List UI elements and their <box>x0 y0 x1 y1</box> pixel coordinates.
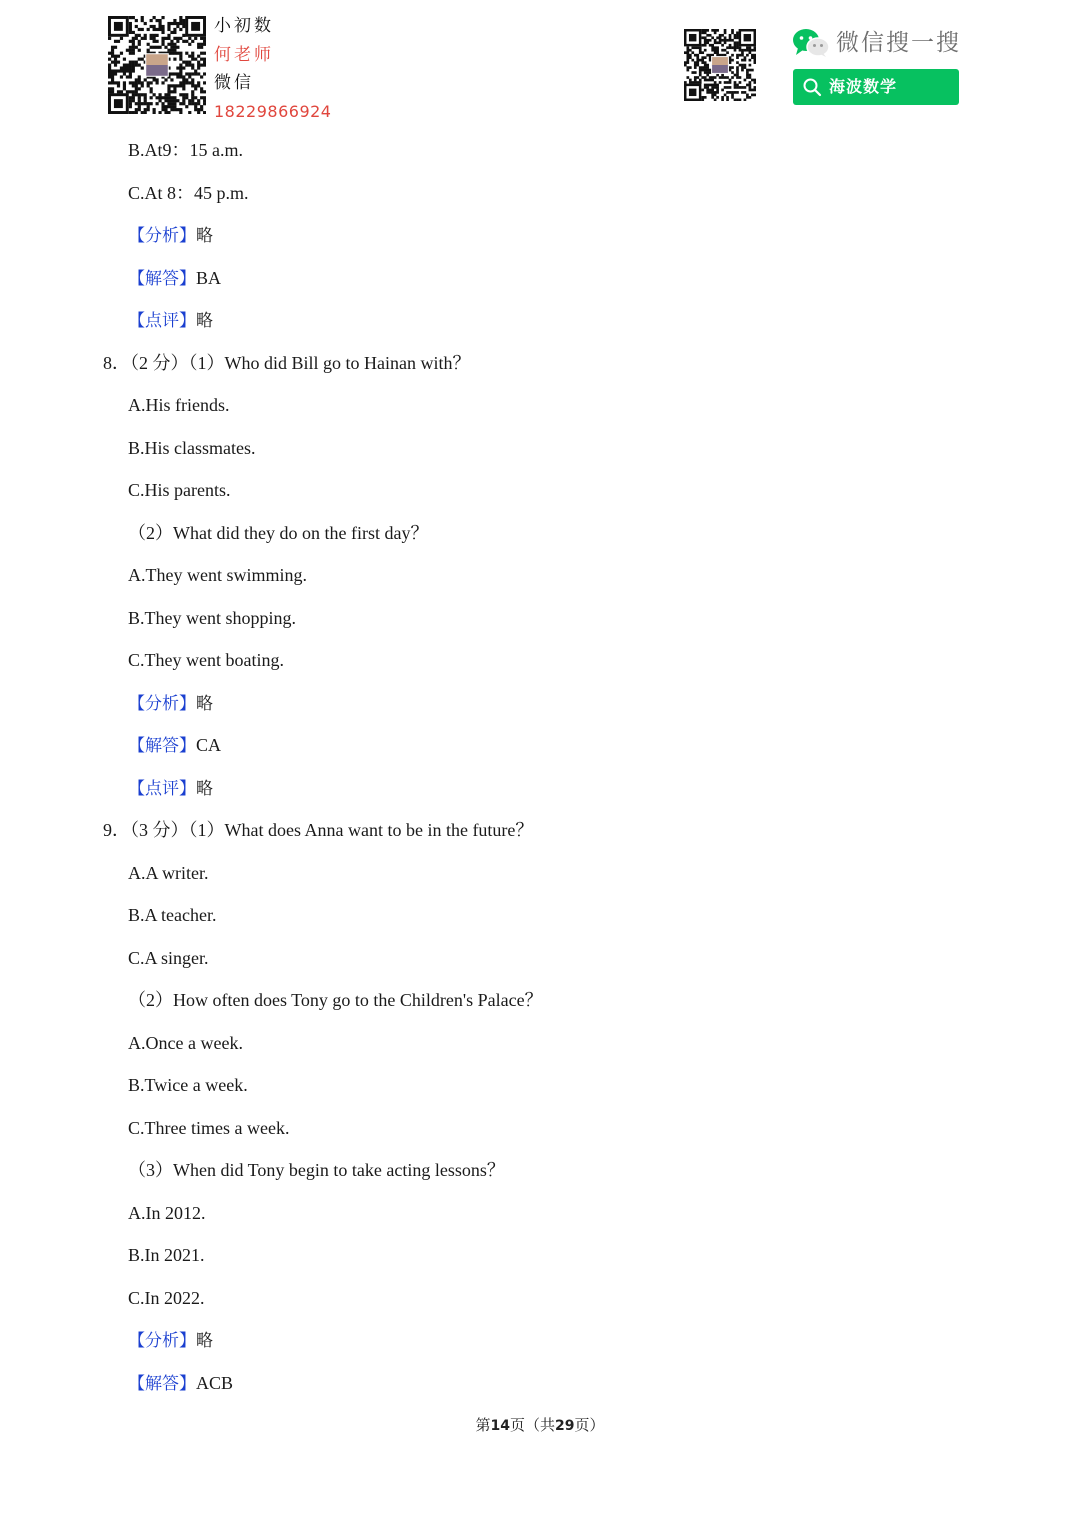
option-line: A.In 2012. <box>128 1202 206 1223</box>
annotation-value: 略 <box>196 1331 213 1351</box>
annotation-line <box>128 1362 233 1404</box>
qr-code-wechat[interactable] <box>684 29 756 101</box>
option-line: A.They went swimming. <box>128 565 307 585</box>
contact-info <box>214 12 344 126</box>
annotation-value: 略 <box>196 311 213 331</box>
contact-line-1: 小初数 <box>214 16 274 36</box>
option-line: C.His parents. <box>128 480 231 500</box>
option-line: B.Twice a week. <box>128 1075 248 1095</box>
option-line: A.His friends. <box>128 395 230 415</box>
option-line: B.They went shopping. <box>128 607 296 628</box>
annotation-line <box>128 724 221 766</box>
wechat-search-label: 海波数学 <box>829 77 898 96</box>
footer-suffix: 页） <box>574 1418 605 1434</box>
annotation-line <box>128 767 213 809</box>
annotation-value: 略 <box>196 778 213 799</box>
annotation-line <box>128 682 213 724</box>
annotation-value: CA <box>196 735 222 755</box>
wechat-search-brand <box>792 26 962 60</box>
annotation-value: 略 <box>196 226 213 246</box>
wechat-logo-icon <box>792 28 830 58</box>
annotation-tag: 【分析】 <box>128 1331 196 1351</box>
option-line: （2）What did they do on the first day？ <box>128 522 429 543</box>
wechat-search-button[interactable] <box>793 69 959 105</box>
option-line: B.In 2021. <box>128 1245 205 1265</box>
contact-teacher-name: 何老师 <box>214 44 274 65</box>
option-line: B.A teacher. <box>128 905 217 925</box>
annotation-value: BA <box>196 267 222 288</box>
option-line: B.His classmates. <box>128 437 256 458</box>
question-line: 9．（3 分）（1）What does Anna want to be in the future？ <box>103 820 534 840</box>
option-line: C.Three times a week. <box>128 1117 290 1138</box>
annotation-line <box>128 299 213 341</box>
annotation-tag: 【点评】 <box>128 311 196 331</box>
footer-prefix: 第 <box>475 1418 491 1434</box>
qr-code-contact[interactable] <box>108 16 206 114</box>
page-header <box>0 0 1080 125</box>
option-line: C.In 2022. <box>128 1287 205 1308</box>
footer-page-number: 14 <box>490 1418 510 1434</box>
annotation-line <box>128 257 221 299</box>
annotation-tag: 【分析】 <box>128 693 196 714</box>
search-icon <box>802 77 822 97</box>
option-line: （3）When did Tony begin to take acting lessons？ <box>128 1160 505 1180</box>
annotation-value: 略 <box>196 693 213 714</box>
footer-total-pages: 29 <box>555 1418 575 1434</box>
page-footer <box>0 1414 1080 1438</box>
option-line: A.Once a week. <box>128 1032 243 1053</box>
question-line: 8．（2 分）（1）Who did Bill go to Hainan with？ <box>103 352 471 373</box>
annotation-value: ACB <box>196 1372 234 1393</box>
annotation-tag: 【解答】 <box>128 268 196 289</box>
contact-phone: 18229866924 <box>214 101 332 121</box>
option-line: B.At9：15 a.m. <box>128 140 243 160</box>
footer-mid: 页（共 <box>509 1418 555 1434</box>
annotation-tag: 【解答】 <box>128 1373 196 1394</box>
option-line: （2）How often does Tony go to the Children's Palace？ <box>128 990 543 1010</box>
annotation-line <box>128 214 213 256</box>
annotation-line <box>128 1319 213 1361</box>
option-line: C.At 8：45 p.m. <box>128 182 249 203</box>
option-line: C.They went boating. <box>128 650 284 670</box>
annotation-tag: 【解答】 <box>128 736 196 756</box>
wechat-brand-text: 微信搜一搜 <box>836 30 961 56</box>
option-line: C.A singer. <box>128 947 209 968</box>
annotation-tag: 【分析】 <box>128 226 196 246</box>
contact-wechat-label: 微信 <box>214 73 254 93</box>
option-line: A.A writer. <box>128 862 209 883</box>
annotation-tag: 【点评】 <box>128 778 196 799</box>
